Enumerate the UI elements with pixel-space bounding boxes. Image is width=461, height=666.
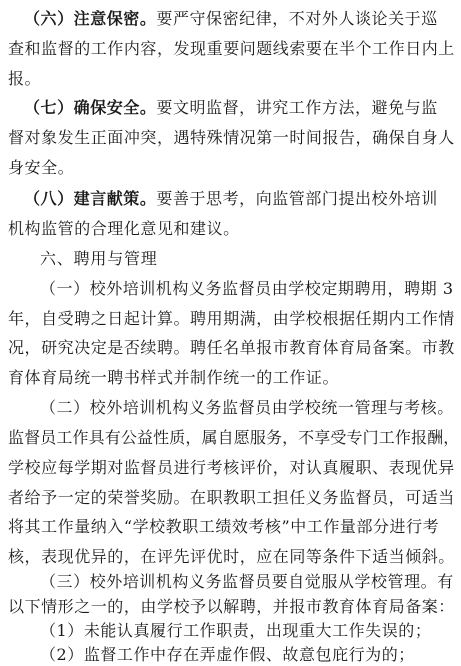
paragraph-line: 年，自受聘之日起计算。聘用期满，由学校根据任期内工作情 <box>8 309 455 328</box>
paragraph-line: 育体育局统一聘书样式并制作统一的工作证。 <box>8 368 340 387</box>
paragraph-line: 况，研究决定是否续聘。聘任名单报市教育体育局备案。市教 <box>8 338 455 357</box>
list-item: （1）未能认真履行工作职责，出现重大工作失误的； <box>40 621 432 640</box>
paragraph-line: 以下情形之一的，由学校予以解聘，并报市教育体育局备案： <box>8 597 455 616</box>
list-item: （2）监督工作中存在弄虚作假、故意包庇行为的； <box>40 645 415 664</box>
paragraph-line: 者给予一定的荣誉奖励。在职教职工担任义务监督员，可适当 <box>8 488 455 507</box>
paragraph-line: 机构监管的合理化意见和建议。 <box>8 219 240 238</box>
paragraph-line: 学校应每学期对监督员进行考核评价，对认真履职、表现优异 <box>8 458 455 477</box>
section-heading: 六、聘用与管理 <box>40 249 158 268</box>
paragraph-line: 督对象发生正面冲突，遇特殊情况第一时间报告，确保自身人 <box>8 128 455 147</box>
paragraph-text: 要善于思考，向监管部门提出校外培训 <box>156 189 438 208</box>
paragraph-line <box>24 97 438 119</box>
paragraph-line: 报。 <box>8 69 42 88</box>
paragraph-title: （八）建言献策。 <box>24 189 157 208</box>
paragraph-text: 要文明监督，讲究工作方法，避免与监 <box>156 98 438 117</box>
paragraph-line: 查和监督的工作内容，发现重要问题线索要在半个工作日内上 <box>8 39 455 58</box>
paragraph-line <box>24 188 438 210</box>
paragraph-line: 将其工作量纳入“学校教职工绩效考核”中工作量部分进行考 <box>8 517 440 536</box>
paragraph-title: （六）注意保密。 <box>24 9 157 28</box>
paragraph-line: 核，表现优异的，在评先评优时，应在同等条件下适当倾斜。 <box>8 547 455 566</box>
paragraph-text: 要严守保密纪律，不对外人谈论关于巡 <box>156 9 438 28</box>
paragraph-line: 监督员工作具有公益性质，属自愿服务，不享受专门工作报酬， <box>8 428 460 447</box>
paragraph-title: （七）确保安全。 <box>24 98 157 117</box>
paragraph-line: （二）校外培训机构义务监督员由学校统一管理与考核。 <box>40 398 454 417</box>
paragraph-line <box>24 8 438 30</box>
paragraph-line: （三）校外培训机构义务监督员要自觉服从学校管理。有 <box>40 572 454 591</box>
paragraph-line: （一）校外培训机构义务监督员由学校定期聘用，聘期 3 <box>40 279 454 298</box>
paragraph-line: 身安全。 <box>8 158 75 177</box>
